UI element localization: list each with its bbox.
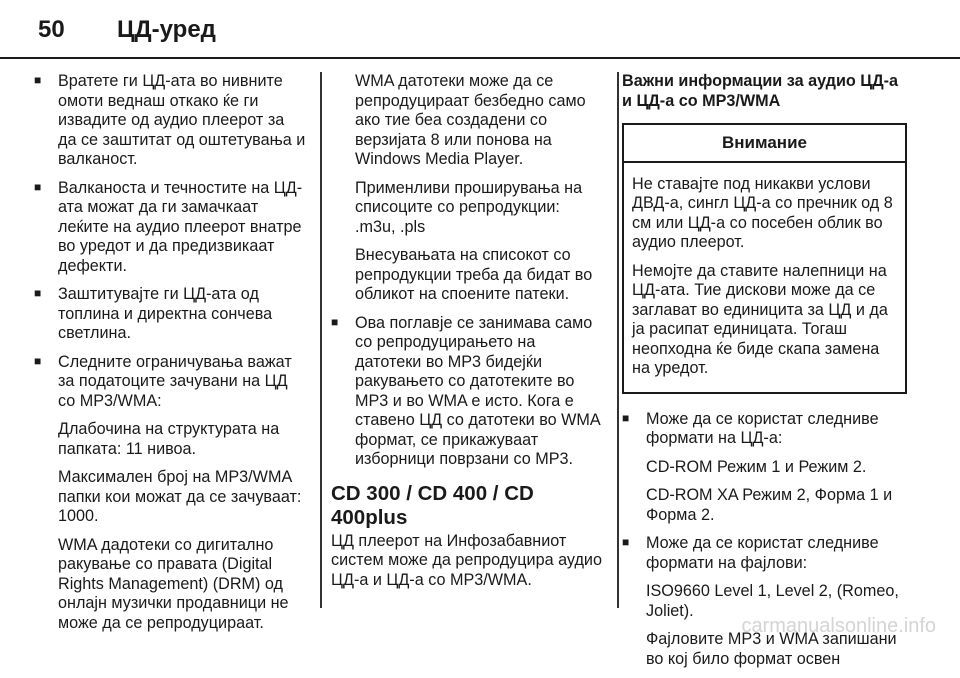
caution-title: Внимание bbox=[624, 125, 905, 163]
sub-paragraph: CD-ROM XA Режим 2, Форма 1 и Форма 2. bbox=[646, 486, 893, 524]
sub-paragraph: Фајловите MP3 и WMA запишани во кој било формат освен bbox=[646, 630, 897, 668]
caution-paragraph: Не ставајте под никакви услови ДВД-а, сингл ЦД-а со пречник од 8 см или ЦД-а со посебен облик во аудио плеерот. bbox=[632, 174, 893, 251]
paragraph: Внесувањата на списокот со репродукции треба да бидат во обликот на споените патеки. bbox=[355, 246, 593, 303]
list-item: ■ Валканоста и течностите на ЦД-ата можат да ги замачкаат леќите на аудио плеерот внатре во уредот и да предизвикаат дефекти. bbox=[34, 179, 306, 277]
header-rule bbox=[0, 57, 960, 59]
sub-paragraph: ISO9660 Level 1, Level 2, (Romeo, Joliet). bbox=[646, 582, 899, 620]
caution-body bbox=[624, 163, 905, 392]
list-item: ■ Ова поглавје се занимава само со репродуцирањето на датотеки во MP3 бидејќи ракувањето со датотеките во MP3 и во WMA е исто. Кога е ставено ЦД со датотеки во WMA формат, се прикажуваат изборници поврзани со MP3. bbox=[331, 314, 603, 470]
sub-paragraph: WMA дадотеки со дигитално ракување со правата (Digital Rights Management) (DRM) од онлајн музички продавници не може да се репродуцираат. bbox=[58, 535, 289, 632]
sub-paragraph: CD-ROM Режим 1 и Режим 2. bbox=[646, 457, 867, 476]
list-item: ■ Може да се користат следниве формати на фајлови: bbox=[622, 534, 907, 573]
bullet-list bbox=[34, 72, 306, 411]
caution-paragraph: Немојте да ставите налепници на ЦД-ата. Тие дискови може да се заглават во единицита за ЦД и да ја расипат единицата. Тогаш неопходна ќе биде скапа замена на уредот. bbox=[632, 261, 888, 377]
paragraph: Применливи проширувања на списоците со репродукции: .m3u, .pls bbox=[355, 178, 583, 236]
column-3 bbox=[622, 72, 907, 678]
column-2 bbox=[331, 72, 603, 599]
bullet-list bbox=[622, 534, 907, 573]
page-title: ЦД-уред bbox=[117, 16, 216, 43]
sub-paragraph: Длабочина на структурата на папката: 11 нивоа. bbox=[58, 420, 280, 458]
watermark: carmanualsonline.info bbox=[741, 615, 936, 637]
page-number: 50 bbox=[38, 16, 65, 43]
column-divider bbox=[320, 72, 322, 608]
list-item: ■ Заштитувајте ги ЦД-ата од топлина и директна сончева светлина. bbox=[34, 285, 306, 344]
caution-box bbox=[622, 123, 907, 394]
bullet-list bbox=[622, 410, 907, 449]
list-item: ■ Следните ограничувања важат за податоците зачувани на ЦД со MP3/WMA: bbox=[34, 353, 306, 412]
section-heading: CD 300 / CD 400 / CD 400plus bbox=[331, 481, 534, 529]
list-item: ■ Може да се користат следниве формати на ЦД-а: bbox=[622, 410, 907, 449]
paragraph: WMA датотеки може да се репродуцираат безбедно само ако тие беа создадени со верзијата 8 или понова на Windows Media Player. bbox=[355, 72, 586, 168]
list-item: ■ Вратете ги ЦД-ата во нивните омоти веднаш откако ќе ги извадите од аудио плеерот за да се заштитат од оштетувања и валканост. bbox=[34, 72, 306, 170]
section-heading: Важни информации за аудио ЦД-а и ЦД-а со MP3/WMA bbox=[622, 72, 899, 110]
page-header bbox=[0, 0, 960, 70]
paragraph: ЦД плеерот на Инфозабавниот систем може да репродуцира аудио ЦД-а и ЦД-а со MP3/WMA. bbox=[331, 531, 602, 589]
column-divider bbox=[617, 72, 619, 608]
sub-paragraph: Максимален број на MP3/WMA папки кои можат да се зачуваат: 1000. bbox=[58, 468, 302, 525]
bullet-list bbox=[331, 314, 603, 470]
column-1 bbox=[34, 72, 306, 642]
